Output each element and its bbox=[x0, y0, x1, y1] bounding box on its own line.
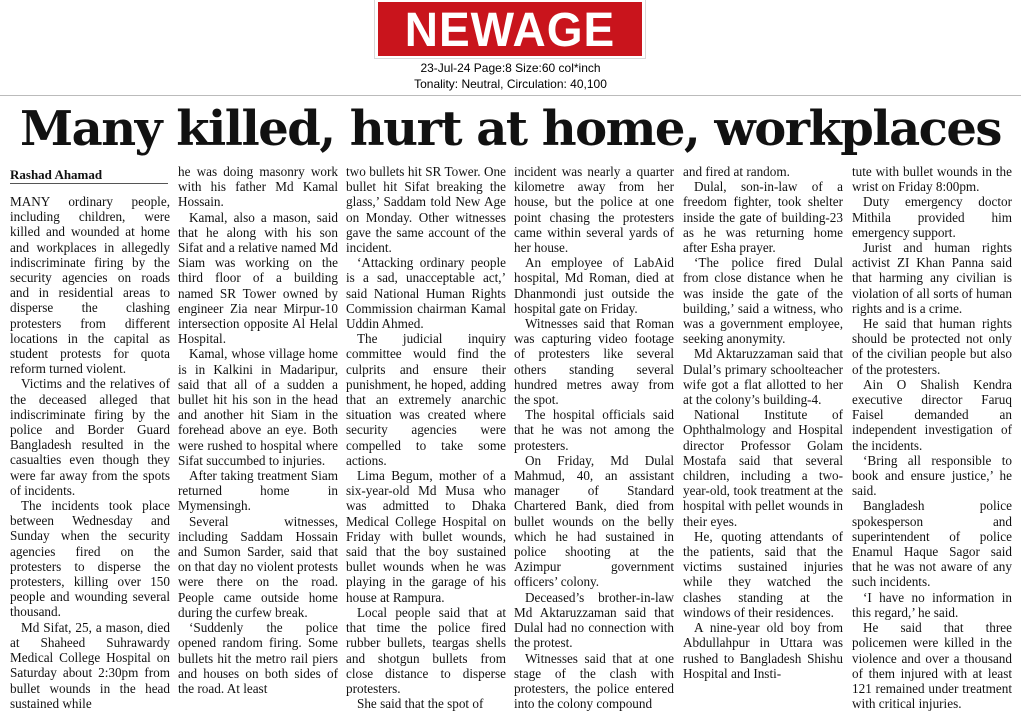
newspaper-logo bbox=[378, 2, 642, 56]
article-column-5 bbox=[683, 164, 843, 630]
paragraph: Dulal, son-in-law of a freedom fighter, took shelter inside the gate of building-23 as he was returning home after Esha prayer. bbox=[683, 179, 843, 255]
paragraph: A nine-year old boy from Abdullahpur in Uttara was rushed to Bangladesh Shishu Hospital and Insti- bbox=[683, 620, 843, 681]
paragraph: ‘I have no information in this regard,’ he said. bbox=[852, 590, 1012, 620]
paragraph: Victims and the relatives of the deceased alleged that indiscriminate firing by the police and Border Guard Bangladesh resulted in the casualties even though they were far away from the spots of incidents. bbox=[10, 376, 170, 498]
paragraph: ‘Attacking ordinary people is a sad, unacceptable act,’ said National Human Rights Commission chairman Kamal Uddin Ahmed. bbox=[346, 255, 506, 331]
article-column-1 bbox=[10, 194, 170, 630]
paragraph: Witnesses said that Roman was capturing video footage of protesters like several others standing several hundred metres away from the spot. bbox=[514, 316, 674, 407]
clip-info-tonality: Tonality: Neutral, Circulation: 40,100 bbox=[0, 77, 1021, 91]
paragraph: The judicial inquiry committee would find the culprits and ensure their punishment, he hoped, adding that an extremely anarchic situation was created where security agencies were compelled to take some actions. bbox=[346, 331, 506, 468]
paragraph: Jurist and human rights activist ZI Khan Panna said that harming any civilian is violation of all sorts of human rights and is a crime. bbox=[852, 240, 1012, 316]
paragraph: Md Aktaruzzaman said that Dulal’s primary schoolteacher wife got a flat allotted to her at the colony’s building-4. bbox=[683, 346, 843, 407]
paragraph: He said that human rights should be protected not only of the civilian people but also of the protesters. bbox=[852, 316, 1012, 377]
paragraph: tute with bullet wounds in the wrist on Friday 8:00pm. bbox=[852, 164, 1012, 194]
paragraph: incident was nearly a quarter kilometre away from her house, but the police at one point chasing the protesters came within several yards of her house. bbox=[514, 164, 674, 255]
paragraph: Duty emergency doctor Mithila provided him emergency support. bbox=[852, 194, 1012, 240]
paragraph: She said that the spot of bbox=[346, 696, 506, 711]
paragraph: MANY ordinary people, including children, were killed and wounded at home and workplaces in allegedly indiscriminate firing by the security agencies on roads and in residential areas to disperse the clashing protesters from different locations in the capital as student protests for quota reform turned violent. bbox=[10, 194, 170, 376]
paragraph: National Institute of Ophthalmology and Hospital director Professor Golam Mostafa said that several children, including a two-year-old, took treatment at the hospital with pellet wounds in their eyes. bbox=[683, 407, 843, 529]
paragraph: he was doing masonry work with his father Md Kamal Hossain. bbox=[178, 164, 338, 210]
paragraph: ‘Suddenly the police opened random firing. Some bullets hit the metro rail piers and houses on both sides of the road. At least bbox=[178, 620, 338, 696]
paragraph: He said that three policemen were killed in the violence and over a thousand of them injured with at least 121 remained under treatment with critical injuries. bbox=[852, 620, 1012, 711]
paragraph: two bullets hit SR Tower. One bullet hit Sifat breaking the glass,’ Saddam told New Age on Monday. Other witnesses gave the same account of the incident. bbox=[346, 164, 506, 255]
clip-info-date-page: 23-Jul-24 Page:8 Size:60 col*inch bbox=[0, 61, 1021, 75]
paragraph: Bangladesh police spokesperson and superintendent of police Enamul Haque Sagor said that he was not aware of any such incidents. bbox=[852, 498, 1012, 589]
article-headline: Many killed, hurt at home, workplaces bbox=[0, 98, 1021, 160]
paragraph: An employee of LabAid hospital, Md Roman, died at Dhanmondi just outside the hospital gate on Friday. bbox=[514, 255, 674, 316]
paragraph: Deceased’s brother-in-law Md Aktaruzzaman said that Dulal had no connection with the protest. bbox=[514, 590, 674, 651]
paragraph: Kamal, whose village home is in Kalkini in Madaripur, said that all of a sudden a bullet hit his son in the head and another hit Siam in the forehead above an eye. Both were rushed to hospital where Sifat succumbed to injuries. bbox=[178, 346, 338, 468]
article-column-3 bbox=[346, 164, 506, 630]
article-column-2 bbox=[178, 164, 338, 630]
logo-text: NEWAGE bbox=[405, 5, 615, 53]
divider bbox=[0, 95, 1021, 96]
paragraph: The incidents took place between Wednesday and Sunday when the security agencies fired on the protesters to disperse the protesters, killing over 150 people and wounding several thousand. bbox=[10, 498, 170, 620]
paragraph: Local people said that at that time the police fired rubber bullets, teargas shells and shotgun bullets from close distance to disperse protesters. bbox=[346, 605, 506, 696]
paragraph: He, quoting attendants of the patients, said that the victims sustained injuries while they watched the clashes standing at the windows of their residences. bbox=[683, 529, 843, 620]
paragraph: Kamal, also a mason, said that he along with his son Sifat and a relative named Md Siam was working on the third floor of a building named SR Tower owned by engineer Zia near Mirpur-10 intersection opposite Al Helal Hospital. bbox=[178, 210, 338, 347]
paragraph: Md Sifat, 25, a mason, died at Shaheed Suhrawardy Medical College Hospital on Saturday about 2:30pm from bullet wounds in the head sustained while bbox=[10, 620, 170, 711]
paragraph: ‘The police fired Dulal from close distance when he was inside the gate of the building,’ said a witness, who was a government employee, seeking anonymity. bbox=[683, 255, 843, 346]
paragraph: After taking treatment Siam returned home in Mymensingh. bbox=[178, 468, 338, 514]
paragraph: ‘Bring all responsible to book and ensure justice,’ he said. bbox=[852, 453, 1012, 499]
paragraph: Several witnesses, including Saddam Hossain and Sumon Sarder, said that on that day no violent protests were there on the road. People came outside home during the curfew break. bbox=[178, 514, 338, 620]
article-byline: Rashad Ahamad bbox=[10, 167, 102, 183]
paragraph: and fired at random. bbox=[683, 164, 843, 179]
paragraph: On Friday, Md Dulal Mahmud, 40, an assistant manager of Standard Chartered Bank, died from bullet wounds on the belly which he had sustained in police shooting at the Azimpur government officers’ colony. bbox=[514, 453, 674, 590]
paragraph: Ain O Shalish Kendra executive director Faruq Faisel demanded an independent investigation of the incidents. bbox=[852, 377, 1012, 453]
byline-rule bbox=[10, 183, 168, 184]
article-column-6 bbox=[852, 164, 1012, 630]
article-column-4 bbox=[514, 164, 674, 630]
paragraph: The hospital officials said that he was not among the protesters. bbox=[514, 407, 674, 453]
paragraph: Witnesses said that at one stage of the clash with protesters, the police entered into the colony compound bbox=[514, 651, 674, 711]
paragraph: Lima Begum, mother of a six-year-old Md Musa who was admitted to Dhaka Medical College Hospital on Friday with bullet wounds, said that the boy sustained bullet wounds when he was playing in the garage of his house at Rampura. bbox=[346, 468, 506, 605]
